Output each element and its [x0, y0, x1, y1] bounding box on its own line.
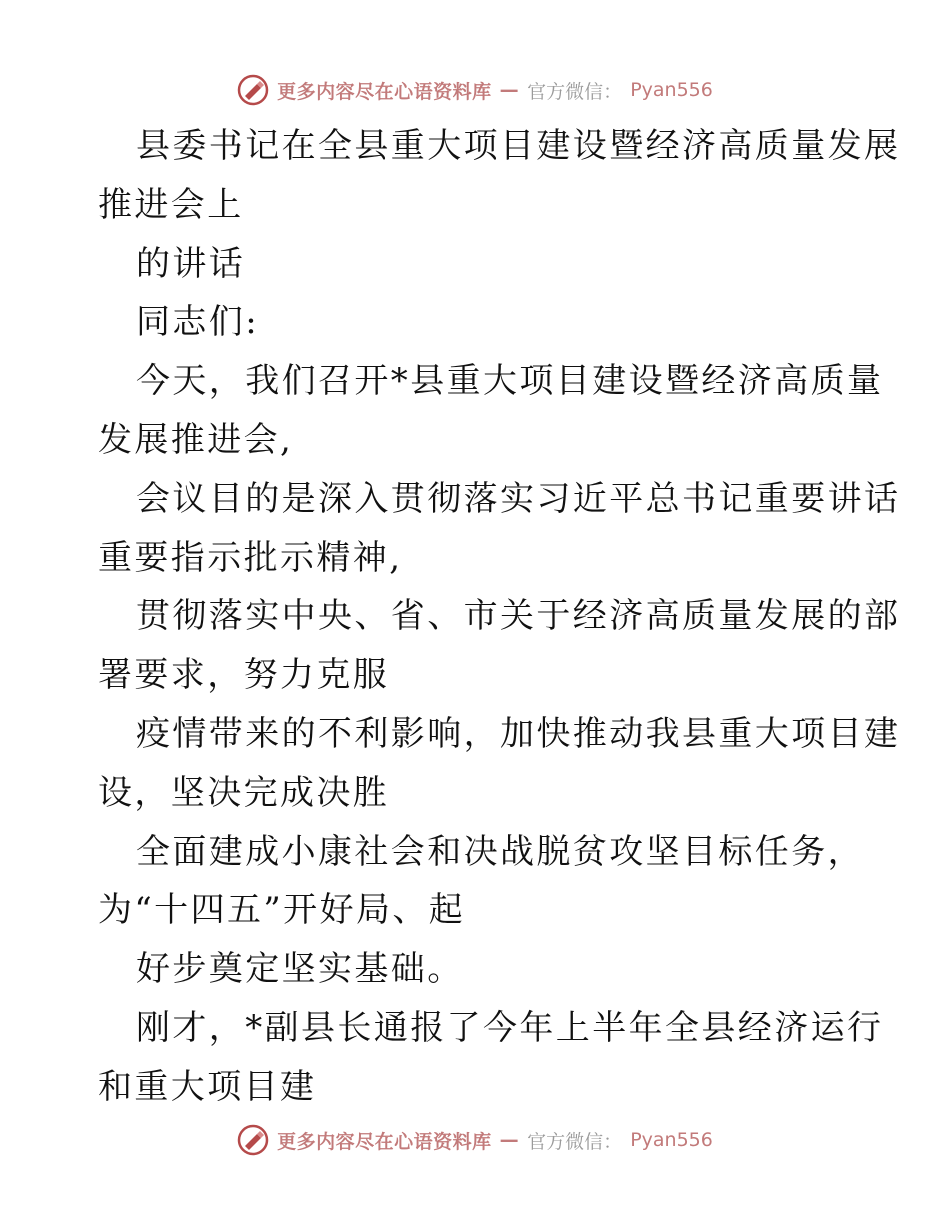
text-line: 为“十四五”开好局、起: [98, 890, 466, 931]
text-line: 和重大项目建: [98, 1066, 317, 1107]
pen-logo-icon: [237, 74, 269, 106]
text-line: 刚才，*副县长通报了今年上半年全县经济运行: [136, 1007, 884, 1048]
pen-logo-icon: [237, 1124, 269, 1156]
text-line: 今天，我们召开*县重大项目建设暨经济高质量: [136, 361, 884, 402]
text-line: 署要求，努力克服: [98, 655, 390, 696]
text-line: 重要指示批示精神,: [98, 537, 403, 578]
text-line: 好步奠定坚实基础。: [136, 949, 464, 990]
text-line: 贯彻落实中央、省、市关于经济高质量发展的部: [136, 596, 901, 637]
text-line: 疫情带来的不利影响，加快推动我县重大项目建: [136, 713, 901, 754]
watermark-separator: —: [499, 1129, 520, 1151]
text-line: 同志们:: [136, 302, 260, 343]
watermark-text: 更多内容尽在心语资料库: [277, 80, 492, 103]
text-line: 县委书记在全县重大项目建设暨经济高质量发展: [136, 126, 901, 166]
text-line: 全面建成小康社会和决战脱贫攻坚目标任务，: [136, 831, 864, 872]
text-line: 推进会上: [98, 184, 244, 225]
watermark-sub: 官方微信：: [527, 1130, 623, 1153]
footer-watermark: [0, 1120, 950, 1160]
document-body: [98, 117, 901, 1117]
watermark-id: Pyan556: [630, 1129, 713, 1151]
watermark-sub: 官方微信：: [527, 80, 623, 103]
header-watermark: [0, 70, 950, 110]
text-line: 的讲话: [136, 243, 246, 284]
text-line: 会议目的是深入贯彻落实习近平总书记重要讲话: [136, 478, 901, 519]
text-line: 设，坚决完成决胜: [98, 772, 390, 813]
watermark-id: Pyan556: [630, 79, 713, 101]
text-line: 发展推进会,: [98, 419, 294, 460]
watermark-text: 更多内容尽在心语资料库: [277, 1130, 492, 1153]
watermark-separator: —: [499, 79, 520, 101]
